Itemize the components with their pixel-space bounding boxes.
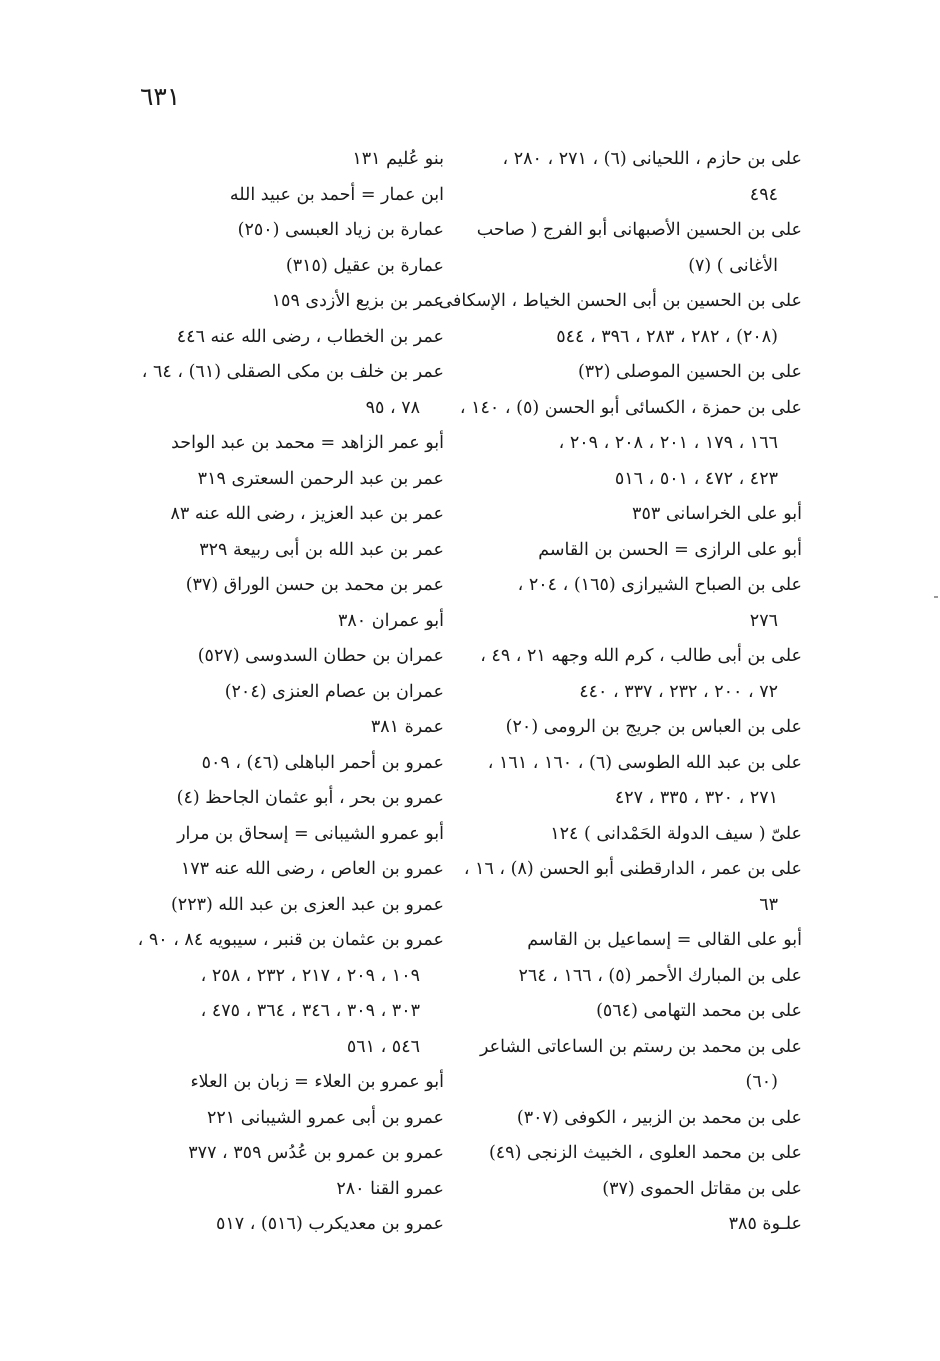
index-entry: على بن الحسين الأصبهانى أبو الفرج ( صاحب	[476, 220, 802, 240]
index-entry: عمرو بن معديكرب (٥١٦) ، ٥١٧	[215, 1214, 444, 1234]
index-entry-continuation: ٦٣	[759, 894, 778, 915]
index-entry: أبو عمر الزاهد = محمد بن عبد الواحد	[171, 433, 444, 453]
index-entry-continuation: ٥٤٦ ، ٥٦١	[346, 1036, 420, 1057]
index-entry: أبو عمران ٣٨٠	[337, 610, 444, 631]
index-entry-continuation: (٢٠٨) ، ٢٨٢ ، ٢٨٣ ، ٣٩٦ ، ٥٤٤	[556, 326, 778, 347]
index-entry: على بن محمد التهامى (٥٦٤)	[596, 1001, 802, 1021]
index-entry: عمر بن محمد بن حسن الوراق (٣٧)	[185, 575, 444, 595]
index-entry-continuation: ٧٨ ، ٩٥	[365, 397, 420, 418]
index-column-left	[130, 142, 444, 1243]
index-entry: عمر بن عبد الله بن أبى ربيعة ٣٢٩	[199, 539, 444, 560]
index-entry: عمرو القنا ٢٨٠	[336, 1178, 444, 1199]
index-entry: علىّ ( سيف الدولة الحَمْدانى ) ١٢٤	[550, 823, 802, 844]
index-entry: عمرة ٣٨١	[370, 717, 444, 737]
index-entry-continuation: ٤٩٤	[749, 184, 778, 205]
index-entry: على بن مقاتل الحموى (٣٧)	[602, 1178, 802, 1199]
index-entry: على بن محمد العلوى ، الخبيث الزنجى (٤٩)	[488, 1143, 802, 1163]
index-entry-continuation: ٢٧١ ، ٣٢٠ ، ٣٣٥ ، ٤٢٧	[614, 788, 778, 808]
index-entry: على بن الحسين بن أبى الحسن الخياط ، الإسكافى	[438, 291, 802, 311]
index-entry: على بن عمر ، الدارقطنى أبو الحسن (٨) ، ١٦ ،	[463, 859, 802, 879]
index-entry: على بن عبد الله الطوسى (٦) ، ١٦٠ ، ١٦١ ،	[487, 752, 802, 773]
index-entry: عمر بن خلف بن مكى الصقلى (٦١) ، ٦٤ ،	[141, 362, 444, 382]
index-entry: أبو على الرازى = الحسن بن القاسم	[538, 539, 802, 560]
index-entry: أبو عمرو بن العلاء = زبان بن العلاء	[190, 1072, 444, 1092]
index-entry-continuation: ٢٧٦	[749, 610, 778, 631]
page-number: ٦٣١	[140, 82, 181, 111]
index-column-right	[438, 142, 802, 1243]
index-entry: عمارة بن زياد العبسى (٢٥٠)	[237, 220, 444, 240]
index-entry-continuation: ٧٢ ، ٢٠٠ ، ٢٣٢ ، ٣٣٧ ، ٤٤٠	[579, 681, 778, 702]
index-entry-continuation: ٣٠٣ ، ٣٠٩ ، ٣٤٦ ، ٣٦٤ ، ٤٧٥ ،	[200, 1001, 420, 1021]
index-entry-continuation: ١٦٦ ، ١٧٩ ، ٢٠١ ، ٢٠٨ ، ٢٠٩ ،	[558, 433, 778, 453]
index-entry: على بن المبارك الأحمر (٥) ، ١٦٦ ، ٢٦٤	[518, 965, 802, 986]
margin-mark	[934, 596, 938, 598]
index-entry: عمر بن بزيع الأزدى ١٥٩	[271, 291, 444, 311]
index-entry: عمران بن حطان السدوسى (٥٢٧)	[197, 646, 444, 666]
index-entry: على بن حمزة ، الكسائى أبو الحسن (٥) ، ١٤٠ ،	[459, 397, 802, 418]
index-entry: عمرو بن عثمان بن قنبر ، سيبويه ٨٤ ، ٩٠ ،	[137, 930, 444, 950]
index-entry: على بن أبى طالب ، كرم الله وجهه ٢١ ، ٤٩ ،	[480, 646, 802, 666]
index-entry-continuation: ٤٢٣ ، ٤٧٢ ، ٥٠١ ، ٥١٦	[614, 468, 778, 489]
index-entry: على بن محمد بن الزبير ، الكوفى (٣٠٧)	[516, 1107, 802, 1128]
index-entry: عمارة بن عقيل (٣١٥)	[285, 255, 444, 276]
index-entry: عمرو بن عبد العزى بن عبد الله (٢٢٣)	[170, 894, 444, 915]
index-entry: على بن الحسين الموصلى (٣٢)	[577, 362, 802, 382]
index-entry: على بن حازم ، اللحيانى (٦) ، ٢٧١ ، ٢٨٠ ،	[502, 149, 802, 169]
index-entry: عمرو بن أحمر الباهلى (٤٦) ، ٥٠٩	[201, 752, 444, 773]
index-entry-continuation: ١٠٩ ، ٢٠٩ ، ٢١٧ ، ٢٣٢ ، ٢٥٨ ،	[200, 965, 420, 986]
index-entry: عمر بن عبد الرحمن السعترى ٣١٩	[197, 468, 444, 489]
index-entry-continuation: الأغانى ) (٧)	[688, 255, 778, 276]
index-entry: عمرو بن بحر ، أبو عثمان الجاحظ (٤)	[176, 788, 444, 808]
index-entry: عمران بن عصام العنزى (٢٠٤)	[224, 681, 444, 702]
index-entry: عمر بن الخطاب ، رضى الله عنه ٤٤٦	[176, 326, 444, 347]
index-entry: على بن محمد بن رستم بن الساعاتى الشاعر	[480, 1036, 802, 1057]
index-entry: ابن عمار = أحمد بن عبيد الله	[229, 184, 444, 205]
index-entry: على بن العباس بن جريج بن الرومى (٢٠)	[505, 717, 802, 737]
index-entry: أبو على الخراسانى ٣٥٣	[632, 504, 802, 524]
index-entry: عمرو بن العاص ، رضى الله عنه ١٧٣	[180, 859, 444, 879]
index-entry: على بن الصباح الشيرازى (١٦٥) ، ٢٠٤ ،	[517, 575, 802, 595]
index-entry: بنو عُليم ١٣١	[352, 149, 444, 169]
index-entry: عمر بن عبد العزيز ، رضى الله عنه ٨٣	[170, 504, 444, 524]
index-entry-continuation: (٦٠)	[745, 1072, 778, 1092]
index-entry: عمرو بن أبى عمرو الشيبانى ٢٢١	[206, 1107, 444, 1128]
index-entry: علـوة ٣٨٥	[728, 1214, 802, 1234]
index-entry: أبو عمرو الشيبانى = إسحاق بن مرار	[177, 823, 444, 844]
index-entry: أبو على القالى = إسماعيل بن القاسم	[527, 930, 802, 950]
index-entry: عمرو بن عمرو بن عُدُس ٣٥٩ ، ٣٧٧	[188, 1143, 444, 1163]
